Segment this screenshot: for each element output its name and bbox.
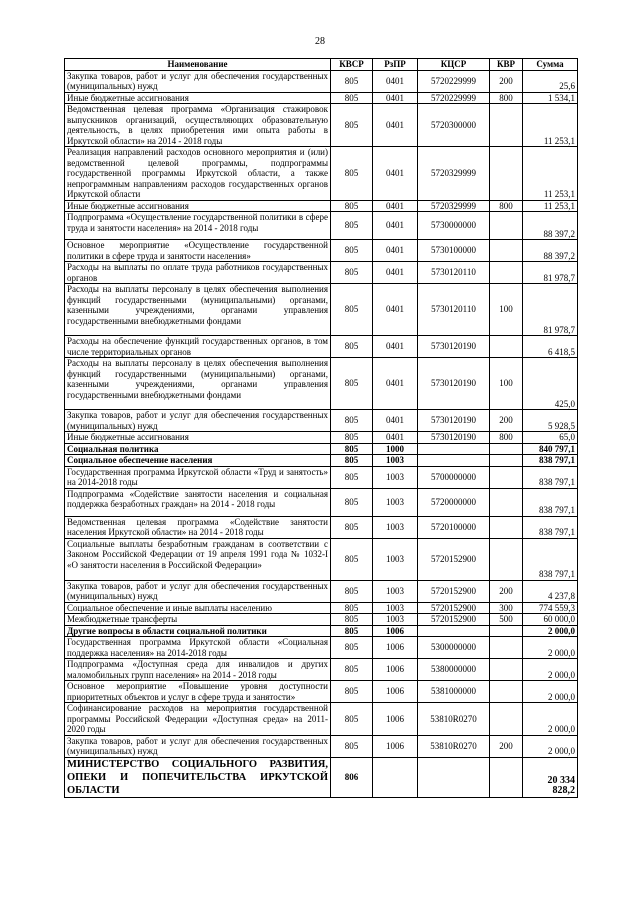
row-sum: 2 000,0 — [523, 703, 578, 736]
row-kvr — [490, 212, 523, 240]
row-sum: 4 237,8 — [523, 580, 578, 602]
row-rzpr: 0401 — [373, 432, 418, 444]
row-sum: 2 000,0 — [523, 659, 578, 681]
table-row — [65, 516, 578, 538]
row-kcsr: 5720152900 — [418, 580, 490, 602]
row-name: Основное мероприятие «Осуществление государственной политики в сфере труда и занятости населения» — [65, 240, 331, 262]
row-kcsr: 5730120190 — [418, 358, 490, 410]
row-name: Закупка товаров, работ и услуг для обеспечения государственных (муниципальных) нужд — [65, 410, 331, 432]
table-header-row — [65, 59, 578, 71]
row-name: Расходы на обеспечение функций государственных органов, в том числе территориальных органов — [65, 336, 331, 358]
table-row — [65, 336, 578, 358]
row-rzpr: 1006 — [373, 625, 418, 637]
row-name: Подпрограмма «Осуществление государственной политики в сфере труда и занятости населения» на 2014 - 2018 годы — [65, 212, 331, 240]
table-row — [65, 735, 578, 757]
table-row — [65, 637, 578, 659]
row-kvsr: 805 — [331, 70, 373, 92]
row-name: Социальные выплаты безработным гражданам в соответствии с Законом Российской Федерации от 19 апреля 1991 года № 1032-I «О занятости населения в Российской Федерации» — [65, 538, 331, 580]
row-kvr: 800 — [490, 432, 523, 444]
table-row — [65, 681, 578, 703]
row-kcsr: 5720329999 — [418, 147, 490, 201]
row-sum: 2 000,0 — [523, 681, 578, 703]
header-kvr: КВР — [490, 59, 523, 71]
row-rzpr: 1003 — [373, 455, 418, 467]
row-kvsr: 805 — [331, 516, 373, 538]
row-name: Межбюджетные трансферты — [65, 614, 331, 626]
row-kvsr: 805 — [331, 432, 373, 444]
row-rzpr: 1003 — [373, 538, 418, 580]
row-kvr — [490, 336, 523, 358]
table-row — [65, 240, 578, 262]
row-kcsr: 5720100000 — [418, 516, 490, 538]
table-row — [65, 538, 578, 580]
row-kvsr: 805 — [331, 212, 373, 240]
row-sum: 11 253,1 — [523, 200, 578, 212]
row-kvr — [490, 516, 523, 538]
row-name: Расходы на выплаты персоналу в целях обеспечения выполнения функций государственными (муниципальными) органами, казенными учреждениями, органами управления государственными внебюджетными фондами — [65, 358, 331, 410]
row-kvsr: 805 — [331, 735, 373, 757]
row-kcsr: 5720229999 — [418, 70, 490, 92]
row-rzpr: 0401 — [373, 200, 418, 212]
row-name: Ведомственная целевая программа «Организация стажировок выпускников организаций, осуществляющих образовательную деятельность, в целях приобретения ими опыта работы в Иркутской области» на 2014 - 2018 годы — [65, 104, 331, 147]
row-rzpr: 0401 — [373, 262, 418, 284]
row-rzpr: 1003 — [373, 466, 418, 488]
row-rzpr: 1000 — [373, 443, 418, 455]
row-kvsr: 805 — [331, 659, 373, 681]
row-name: МИНИСТЕРСТВО СОЦИАЛЬНОГО РАЗВИТИЯ, ОПЕКИ И ПОПЕЧИТЕЛЬСТВА ИРКУТСКОЙ ОБЛАСТИ — [65, 757, 331, 797]
row-kvr — [490, 104, 523, 147]
row-name: Иные бюджетные ассигнования — [65, 92, 331, 104]
table-row — [65, 614, 578, 626]
row-rzpr: 1006 — [373, 637, 418, 659]
row-kcsr: 5730120110 — [418, 262, 490, 284]
table-row — [65, 466, 578, 488]
table-row — [65, 703, 578, 736]
row-rzpr: 0401 — [373, 240, 418, 262]
table-row — [65, 432, 578, 444]
row-name: Закупка товаров, работ и услуг для обеспечения государственных (муниципальных) нужд — [65, 70, 331, 92]
row-sum: 2 000,0 — [523, 735, 578, 757]
row-kcsr: 53810R0270 — [418, 735, 490, 757]
row-kcsr: 5720152900 — [418, 602, 490, 614]
row-rzpr: 1006 — [373, 703, 418, 736]
row-rzpr: 1003 — [373, 580, 418, 602]
row-name: Закупка товаров, работ и услуг для обеспечения государственных (муниципальных) нужд — [65, 735, 331, 757]
header-kvsr: КВСР — [331, 59, 373, 71]
row-name: Реализация направлений расходов основного мероприятия и (или) ведомственной целевой программы, подпрограммы государственной программы Иркутской области, а также непрограммным направлениям расходов государственных органов Иркутской области — [65, 147, 331, 201]
table-row — [65, 410, 578, 432]
row-rzpr: 0401 — [373, 212, 418, 240]
row-name: Социальное обеспечение и иные выплаты населению — [65, 602, 331, 614]
table-row — [65, 104, 578, 147]
row-kvr — [490, 147, 523, 201]
row-kvr: 200 — [490, 410, 523, 432]
row-kvsr: 805 — [331, 602, 373, 614]
row-kcsr: 5720329999 — [418, 200, 490, 212]
row-kcsr: 5730120110 — [418, 284, 490, 336]
table-row — [65, 757, 578, 797]
row-kvr: 500 — [490, 614, 523, 626]
row-sum: 20 334 828,2 — [523, 757, 578, 797]
row-kvsr: 805 — [331, 358, 373, 410]
row-rzpr: 1003 — [373, 488, 418, 516]
row-rzpr: 0401 — [373, 70, 418, 92]
row-name: Социальная политика — [65, 443, 331, 455]
row-sum: 838 797,1 — [523, 488, 578, 516]
row-rzpr: 0401 — [373, 410, 418, 432]
row-kvsr: 806 — [331, 757, 373, 797]
row-kvsr: 805 — [331, 200, 373, 212]
row-kcsr: 5730120190 — [418, 432, 490, 444]
row-kcsr: 5700000000 — [418, 466, 490, 488]
row-rzpr: 1006 — [373, 681, 418, 703]
row-sum: 2 000,0 — [523, 625, 578, 637]
row-kvsr: 805 — [331, 92, 373, 104]
table-row — [65, 284, 578, 336]
row-kvr: 800 — [490, 200, 523, 212]
table-row — [65, 602, 578, 614]
row-kvr — [490, 455, 523, 467]
row-kvr — [490, 757, 523, 797]
row-kvr: 300 — [490, 602, 523, 614]
row-rzpr: 1003 — [373, 602, 418, 614]
row-sum: 11 253,1 — [523, 147, 578, 201]
row-kvsr: 805 — [331, 455, 373, 467]
row-kcsr — [418, 625, 490, 637]
row-name: Основное мероприятие «Повышение уровня доступности приоритетных объектов и услуг в сфере труда и занятости» — [65, 681, 331, 703]
row-name: Расходы на выплаты по оплате труда работников государственных органов — [65, 262, 331, 284]
row-kcsr: 53810R0270 — [418, 703, 490, 736]
row-name: Ведомственная целевая программа «Содействие занятости населения Иркутской области» на 2014 - 2018 годы — [65, 516, 331, 538]
row-kcsr: 5380000000 — [418, 659, 490, 681]
row-kvsr: 805 — [331, 104, 373, 147]
row-sum: 81 978,7 — [523, 262, 578, 284]
row-rzpr: 1003 — [373, 516, 418, 538]
row-kcsr: 5730120190 — [418, 410, 490, 432]
table-row — [65, 212, 578, 240]
row-kcsr: 5381000000 — [418, 681, 490, 703]
row-kvr — [490, 262, 523, 284]
row-sum: 838 797,1 — [523, 516, 578, 538]
row-kvsr: 805 — [331, 443, 373, 455]
table-row — [65, 580, 578, 602]
row-kcsr: 5720000000 — [418, 488, 490, 516]
row-kvsr: 805 — [331, 538, 373, 580]
row-kvsr: 805 — [331, 147, 373, 201]
page-number: 28 — [315, 36, 325, 47]
row-kvr: 200 — [490, 70, 523, 92]
row-kvsr: 805 — [331, 466, 373, 488]
budget-table — [64, 58, 578, 798]
row-kvr — [490, 659, 523, 681]
row-sum: 774 559,3 — [523, 602, 578, 614]
row-name: Подпрограмма «Доступная среда для инвалидов и других маломобильных групп населения» на 2014 - 2018 годы — [65, 659, 331, 681]
row-name: Государственная программа Иркутской области «Труд и занятость» на 2014-2018 годы — [65, 466, 331, 488]
row-name: Социальное обеспечение населения — [65, 455, 331, 467]
row-sum: 11 253,1 — [523, 104, 578, 147]
row-kcsr: 5720152900 — [418, 538, 490, 580]
row-sum: 1 534,1 — [523, 92, 578, 104]
row-kcsr: 5720152900 — [418, 614, 490, 626]
row-sum: 81 978,7 — [523, 284, 578, 336]
row-sum: 25,6 — [523, 70, 578, 92]
row-kcsr: 5300000000 — [418, 637, 490, 659]
row-kvr — [490, 703, 523, 736]
row-kvsr: 805 — [331, 625, 373, 637]
row-rzpr: 1006 — [373, 735, 418, 757]
row-rzpr: 1003 — [373, 614, 418, 626]
row-kvsr: 805 — [331, 262, 373, 284]
row-kvsr: 805 — [331, 410, 373, 432]
row-sum: 6 418,5 — [523, 336, 578, 358]
row-kvr: 100 — [490, 358, 523, 410]
row-kvr — [490, 681, 523, 703]
row-kcsr: 5730120190 — [418, 336, 490, 358]
row-sum: 88 397,2 — [523, 240, 578, 262]
row-kcsr: 5730000000 — [418, 212, 490, 240]
row-kvr — [490, 488, 523, 516]
table-row — [65, 358, 578, 410]
table-row — [65, 488, 578, 516]
row-sum: 88 397,2 — [523, 212, 578, 240]
row-sum: 65,0 — [523, 432, 578, 444]
header-name: Наименование — [65, 59, 331, 71]
row-sum: 2 000,0 — [523, 637, 578, 659]
row-rzpr: 0401 — [373, 92, 418, 104]
table-row — [65, 200, 578, 212]
row-sum: 838 797,1 — [523, 538, 578, 580]
table-row — [65, 625, 578, 637]
row-name: Иные бюджетные ассигнования — [65, 432, 331, 444]
table-row — [65, 659, 578, 681]
row-kvr: 200 — [490, 580, 523, 602]
row-kvr — [490, 443, 523, 455]
table-body — [65, 70, 578, 797]
row-rzpr: 1006 — [373, 659, 418, 681]
row-kcsr: 5720229999 — [418, 92, 490, 104]
row-kcsr: 5730100000 — [418, 240, 490, 262]
row-name: Иные бюджетные ассигнования — [65, 200, 331, 212]
row-sum: 840 797,1 — [523, 443, 578, 455]
row-rzpr: 0401 — [373, 284, 418, 336]
row-kcsr — [418, 757, 490, 797]
row-sum: 425,0 — [523, 358, 578, 410]
row-kvr: 200 — [490, 735, 523, 757]
row-sum: 5 928,5 — [523, 410, 578, 432]
row-rzpr: 0401 — [373, 147, 418, 201]
table-row — [65, 262, 578, 284]
table-row — [65, 443, 578, 455]
row-rzpr: 0401 — [373, 104, 418, 147]
row-kcsr — [418, 443, 490, 455]
row-kvr — [490, 625, 523, 637]
table-row — [65, 92, 578, 104]
row-kvsr: 805 — [331, 637, 373, 659]
row-kvsr: 805 — [331, 240, 373, 262]
table-row — [65, 147, 578, 201]
row-kvsr: 805 — [331, 336, 373, 358]
row-sum: 60 000,0 — [523, 614, 578, 626]
row-kvsr: 805 — [331, 703, 373, 736]
row-rzpr: 0401 — [373, 336, 418, 358]
row-name: Закупка товаров, работ и услуг для обеспечения государственных (муниципальных) нужд — [65, 580, 331, 602]
row-sum: 838 797,1 — [523, 466, 578, 488]
table-row — [65, 70, 578, 92]
row-kcsr: 5720300000 — [418, 104, 490, 147]
row-kvr — [490, 466, 523, 488]
row-kvsr: 805 — [331, 580, 373, 602]
row-rzpr: 0401 — [373, 358, 418, 410]
header-kcsr: КЦСР — [418, 59, 490, 71]
table-row — [65, 455, 578, 467]
row-kvsr: 805 — [331, 681, 373, 703]
row-name: Расходы на выплаты персоналу в целях обеспечения выполнения функций государственными (муниципальными) органами, казенными учреждениями, органами управления государственными внебюджетными фондами — [65, 284, 331, 336]
row-name: Государственная программа Иркутской области «Социальная поддержка населения» на 2014-2018 годы — [65, 637, 331, 659]
header-sum: Сумма — [523, 59, 578, 71]
row-rzpr — [373, 757, 418, 797]
row-kvr: 100 — [490, 284, 523, 336]
header-rzpr: РзПР — [373, 59, 418, 71]
row-kvsr: 805 — [331, 614, 373, 626]
row-kvr — [490, 538, 523, 580]
row-sum: 838 797,1 — [523, 455, 578, 467]
row-kvr — [490, 240, 523, 262]
row-name: Другие вопросы в области социальной политики — [65, 625, 331, 637]
row-name: Подпрограмма «Содействие занятости населения и социальная поддержка безработных граждан» на 2014 - 2018 годы — [65, 488, 331, 516]
row-kvsr: 805 — [331, 284, 373, 336]
row-kvsr: 805 — [331, 488, 373, 516]
row-kvr: 800 — [490, 92, 523, 104]
row-name: Софинансирование расходов на мероприятия государственной программы Российской Федерации «Доступная среда» на 2011-2020 годы — [65, 703, 331, 736]
row-kcsr — [418, 455, 490, 467]
row-kvr — [490, 637, 523, 659]
